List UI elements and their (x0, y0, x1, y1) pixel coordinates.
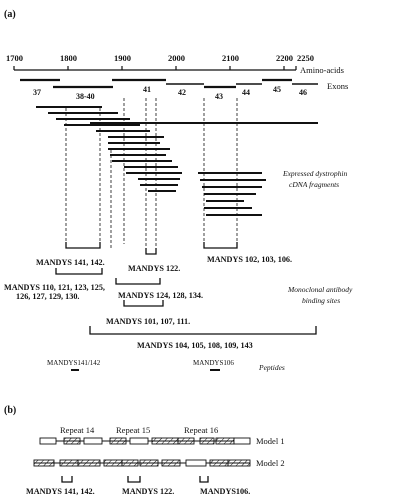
mab-110-line1: MANDYS 110, 121, 123, 125, (4, 283, 105, 292)
panel-a-label: (a) (4, 9, 16, 20)
amino-acid-axis (6, 53, 344, 75)
axis-tick-2250: 2250 (297, 53, 314, 63)
panel-b-mab-122: MANDYS 122. (122, 487, 175, 496)
mab-caption-line2: binding sites (302, 296, 341, 305)
axis-tick-2000: 2000 (168, 53, 185, 63)
mapping-guides (66, 98, 237, 252)
peptide-106-label: MANDYS106 (193, 359, 234, 367)
exon-46: 46 (299, 88, 307, 97)
exon-43: 43 (215, 92, 223, 101)
mab-141-142: MANDYS 141, 142. (36, 258, 105, 267)
model-1-track (40, 438, 250, 444)
exon-track (20, 80, 348, 101)
mab-101-107-111: MANDYS 101, 107, 111. (106, 317, 191, 326)
model-2-track (34, 460, 250, 466)
exon-42: 42 (178, 88, 186, 97)
axis-tick-2100: 2100 (222, 53, 239, 63)
model-2-label: Model 2 (256, 458, 285, 468)
fragments-caption-line2: cDNA fragments (289, 180, 340, 189)
fragments-caption-line1: Expressed dystrophin (283, 169, 348, 178)
exon-38-40: 38-40 (76, 92, 95, 101)
mab-caption-line1: Monoclonal antibody (288, 285, 353, 294)
mab-104-group: MANDYS 104, 105, 108, 109, 143 (137, 341, 253, 350)
mab-102-103-106: MANDYS 102, 103, 106. (207, 255, 293, 264)
exon-44: 44 (242, 88, 250, 97)
cdna-fragments (36, 107, 318, 215)
exon-37: 37 (33, 88, 41, 97)
panel-b-brackets (62, 476, 208, 482)
exons-label: Exons (327, 81, 349, 91)
panel-b-mab-141-142: MANDYS 141, 142. (26, 487, 95, 496)
panel-b-mab-106: MANDYS106. (200, 487, 251, 496)
model-1-label: Model 1 (256, 436, 285, 446)
axis-label: Amino-acids (300, 65, 344, 75)
axis-tick-2200: 2200 (276, 53, 293, 63)
mab-110-line2: 126, 127, 129, 130. (16, 292, 80, 301)
axis-tick-1800: 1800 (60, 53, 77, 63)
axis-tick-1900: 1900 (114, 53, 131, 63)
exon-41: 41 (143, 85, 151, 94)
repeat-16-label: Repeat 16 (184, 425, 219, 435)
repeat-15-label: Repeat 15 (116, 425, 151, 435)
repeat-14-label: Repeat 14 (60, 425, 95, 435)
exon-45: 45 (273, 85, 281, 94)
axis-tick-1700: 1700 (6, 53, 23, 63)
panel-b-label: (b) (4, 405, 17, 416)
peptide-141-142-label: MANDYS141/142 (47, 359, 101, 367)
mab-122: MANDYS 122. (128, 264, 181, 273)
mab-124-128-134: MANDYS 124, 128, 134. (118, 291, 204, 300)
peptides-label: Peptides (259, 363, 285, 372)
